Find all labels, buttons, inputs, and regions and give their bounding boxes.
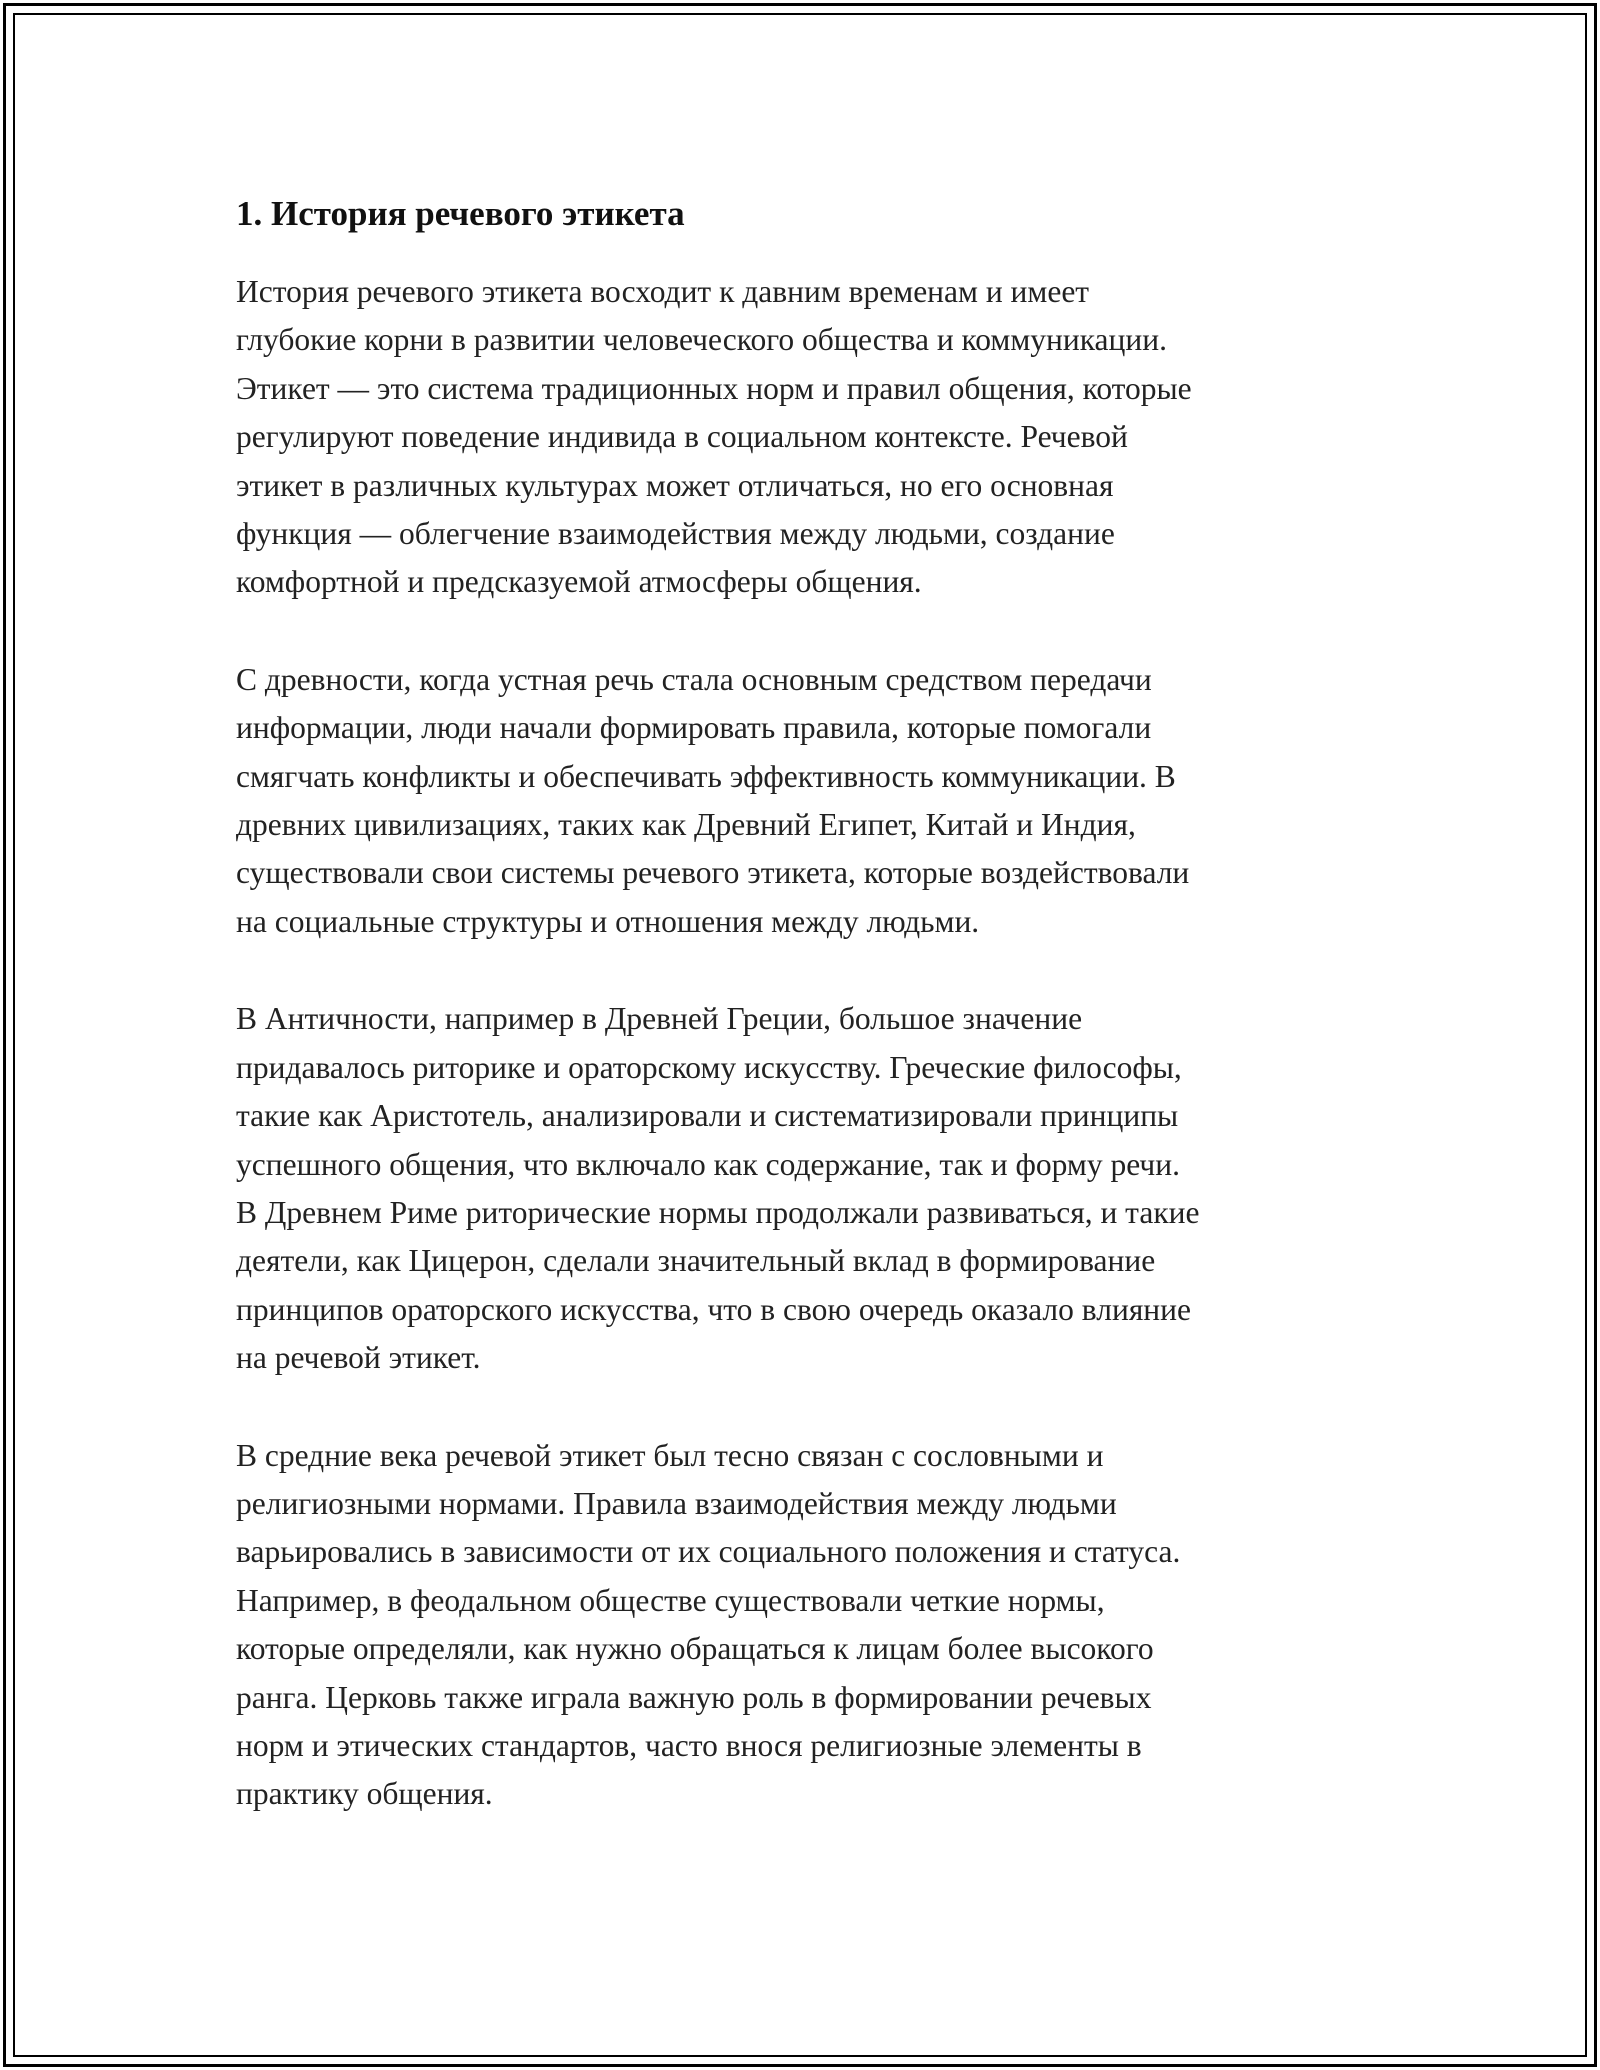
paragraph-line: информации, люди начали формировать правила, которые помогали bbox=[236, 710, 1152, 746]
paragraph-3 bbox=[236, 995, 1366, 1382]
paragraph-line: глубокие корни в развитии человеческого общества и коммуникации. bbox=[236, 322, 1167, 358]
paragraph-line: ранга. Церковь также играла важную роль в формировании речевых bbox=[236, 1679, 1152, 1715]
paragraph-line: на речевой этикет. bbox=[236, 1340, 481, 1376]
paragraph-line: варьировались в зависимости от их социального положения и статуса. bbox=[236, 1534, 1181, 1570]
paragraph-line: норм и этических стандартов, часто внося религиозные элементы в bbox=[236, 1727, 1142, 1763]
paragraph-line: такие как Аристотель, анализировали и систематизировали принципы bbox=[236, 1098, 1179, 1134]
paragraph-line: комфортной и предсказуемой атмосферы общения. bbox=[236, 564, 922, 600]
paragraph-line: которые определяли, как нужно обращаться к лицам более высокого bbox=[236, 1631, 1154, 1667]
paragraph-line: функция — облегчение взаимодействия между людьми, создание bbox=[236, 516, 1115, 552]
document-body bbox=[236, 188, 1366, 1819]
paragraph-line: существовали свои системы речевого этикета, которые воздействовали bbox=[236, 855, 1190, 891]
paragraph-line: Этикет — это система традиционных норм и правил общения, которые bbox=[236, 370, 1192, 406]
section-heading: 1. История речевого этикета bbox=[236, 194, 685, 233]
paragraph-line: принципов ораторского искусства, что в свою очередь оказало влияние bbox=[236, 1291, 1191, 1327]
paragraph-line: В средние века речевой этикет был тесно связан с сословными и bbox=[236, 1437, 1104, 1473]
paragraph-line: религиозными нормами. Правила взаимодействия между людьми bbox=[236, 1485, 1117, 1521]
paragraph-line: практику общения. bbox=[236, 1776, 493, 1812]
paragraph-line: Например, в феодальном обществе существовали четкие нормы, bbox=[236, 1582, 1105, 1618]
paragraph-line: успешного общения, что включало как содержание, так и форму речи. bbox=[236, 1146, 1180, 1182]
paragraph-line: на социальные структуры и отношения между людьми. bbox=[236, 903, 980, 939]
paragraph-line: деятели, как Цицерон, сделали значительный вклад в формирование bbox=[236, 1243, 1156, 1279]
paragraph-line: придавалось риторике и ораторскому искусству. Греческие философы, bbox=[236, 1049, 1182, 1085]
paragraph-line: История речевого этикета восходит к давним временам и имеет bbox=[236, 274, 1090, 309]
paragraph-line: В Античности, например в Древней Греции, большое значение bbox=[236, 1001, 1083, 1037]
paragraph-line: смягчать конфликты и обеспечивать эффективность коммуникации. В bbox=[236, 758, 1176, 794]
paragraph-1 bbox=[236, 268, 1366, 607]
paragraph-line: регулируют поведение индивида в социальном контексте. Речевой bbox=[236, 419, 1128, 455]
paragraph-line: древних цивилизациях, таких как Древний Египет, Китай и Индия, bbox=[236, 807, 1136, 843]
paragraph-line: С древности, когда устная речь стала основным средством передачи bbox=[236, 661, 1152, 697]
paragraph-2 bbox=[236, 656, 1366, 946]
paragraph-line: В Древнем Риме риторические нормы продолжали развиваться, и такие bbox=[236, 1194, 1200, 1230]
paragraph-4 bbox=[236, 1432, 1366, 1819]
paragraph-line: этикет в различных культурах может отличаться, но его основная bbox=[236, 467, 1114, 503]
